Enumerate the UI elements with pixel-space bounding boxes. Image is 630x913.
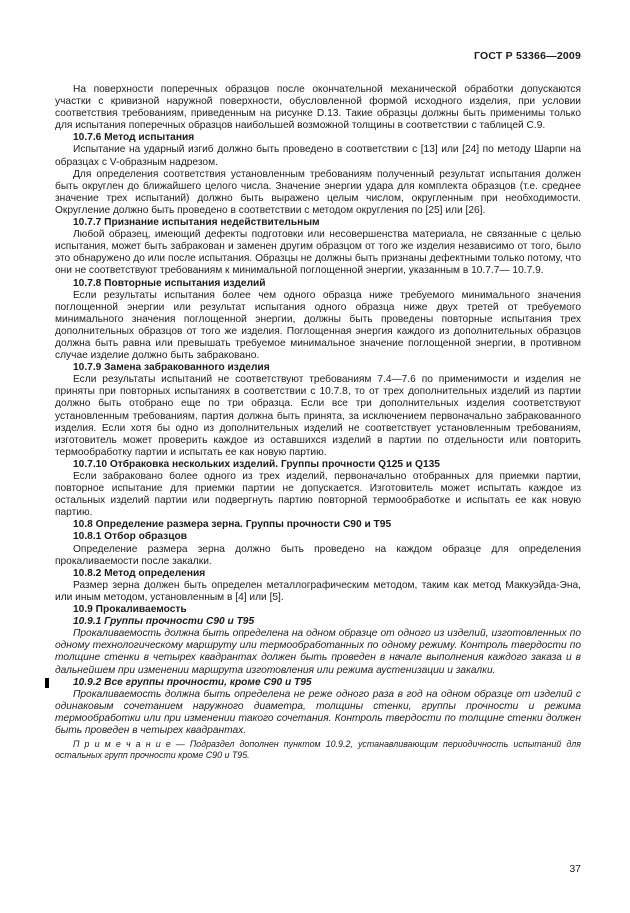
page-footer	[569, 863, 581, 875]
paragraph-multiple-rejections: Если забраковано более одного из трех изделий, первоначально отобранных для приемки партии, повторное испытание для приемки партии не допускается. Изготовитель может испытать каждое из остальных изделий партии или подвергнуть партию повторной термообработке и испытать ее как новую партию.	[55, 471, 581, 519]
paragraph-replacement-rejected: Если результаты испытаний не соответствуют требованиям 7.4—7.6 по применимости и изделия не приняты при повторных испытаниях в соответствии с 10.7.8, то от трех дополнительных изделий из партии должно быть отобрано еще по три образца. Если все три дополнительных изделия соответствуют установленным требованиям, партия должна быть принята, за исключением первоначально забракованного изделия. Если хотя бы одно из дополнительных изделий не соответствует установленным требованиям, изготовитель может проверить каждое из оставшихся изделий в партии по отдельности или повторить термообработку партии и испытать ее как новую партию.	[55, 374, 581, 458]
page-header	[55, 50, 581, 62]
heading-10-7-6: 10.7.6 Метод испытания	[73, 132, 195, 144]
heading-10-9-2: 10.9.2 Все группы прочности, кроме С90 и Т95	[55, 677, 581, 689]
paragraph-surface-requirements: На поверхности поперечных образцов после окончательной механической обработки допускаются участки с кривизной наружной поверхности, обусловленной формой исходного изделия, при условии соответствия требованиям, приведенным на рисунке D.13. Такие образцы должны быть применимы только для испытания поперечных образцов наибольшей возможной толщины в соответствии с таблицей С.9.	[55, 84, 581, 132]
paragraph-rounding-rules: Для определения соответствия установленным требованиям полученный результат испытания должен быть округлен до ближайшего целого числа. Значение энергии удара для комплекта образцов (т.е. среднее значение трех испытаний) должно быть выражено целым числом, округленным при необходимости. Округление должно быть проведено в соответствии с методом округления по [25] или [26].	[55, 168, 581, 216]
paragraph-hardenability-other-grades: Прокаливаемость должна быть определена не реже одного раза в год на одном образце от изделий с одинаковым сочетанием наружного диаметра, толщины стенки, группы прочности и режима термообработки или при изменении такого сочетания. Контроль твердости по толщине стенки должен быть проведен в четырех квадрантах.	[55, 688, 581, 736]
paragraph-retest-products: Если результаты испытания более чем одного образца ниже требуемого минимального значения поглощенной энергии или результат испытания одного образца ниже двух третей от требуемого минимального значения поглощенной энергии, должны быть проведены повторные испытания трех дополнительных образцов от того же изделия. Поглощенная энергия каждого из дополнительных образцов должна быть равна или превышать требуемое минимальное значение поглощенной энергии, в противном случае изделие должно быть забраковано.	[55, 289, 581, 362]
paragraph-grain-sampling: Определение размера зерна должно быть проведено на каждом образце для определения прокаливаемости после закалки.	[55, 543, 581, 567]
heading-10-9-1: 10.9.1 Группы прочности С90 и Т95	[73, 616, 255, 628]
paragraph-grain-method: Размер зерна должен быть определен металлографическим методом, таким как метод Маккуэйда-Эна, или иным методом, установленным в [4] или [5].	[55, 579, 581, 603]
heading-10-8-1: 10.8.1 Отбор образцов	[73, 531, 187, 543]
note-amendment: П р и м е ч а н и е — Подраздел дополнен пунктом 10.9.2, устанавливающим периодичность испытаний для остальных групп прочности кроме С90 и Т95.	[55, 739, 581, 760]
paragraph-invalid-test: Любой образец, имеющий дефекты подготовки или несовершенства материала, не связанные с целью испытания, может быть забракован и заменен другим образцом от того же изделия независимо от того, было это обнаружено до или после испытания. Образцы не должны быть признаны дефектными только потому, что они не соответствуют требованиям к минимальной поглощенной энергии, указанным в 10.7.7— 10.7.9.	[55, 229, 581, 277]
paragraph-impact-test-method: Испытание на ударный изгиб должно быть проведено в соответствии с [13] или [24] по методу Шарпи на образцах с V-образным надрезом.	[55, 144, 581, 168]
heading-10-7-10: 10.7.10 Отбраковка нескольких изделий. Группы прочности Q125 и Q135	[73, 458, 440, 470]
document-body	[55, 84, 581, 760]
paragraph-hardenability-c90-t95: Прокаливаемость должна быть определена на одном образце от одного из изделий, изготовленных по одному технологическому маршруту или термообработанных по одному режиму. Контроль твердости по толщине стенки в четырех квадрантах должен быть проведен в начале выполнения каждого заказа и в дальнейшем при изменении маршрута изготовления или режима аустенизации и закалки.	[55, 628, 581, 676]
heading-10-9: 10.9 Прокаливаемость	[73, 604, 187, 616]
heading-10-7-7: 10.7.7 Признание испытания недействительным	[73, 217, 320, 229]
heading-10-8: 10.8 Определение размера зерна. Группы прочности С90 и Т95	[73, 519, 392, 531]
heading-10-7-8: 10.7.8 Повторные испытания изделий	[73, 277, 266, 289]
heading-10-8-2: 10.8.2 Метод определения	[73, 567, 206, 579]
standard-number: ГОСТ Р 53366—2009	[473, 50, 581, 62]
heading-10-7-9: 10.7.9 Замена забракованного изделия	[73, 362, 270, 374]
page-number: 37	[569, 863, 581, 875]
